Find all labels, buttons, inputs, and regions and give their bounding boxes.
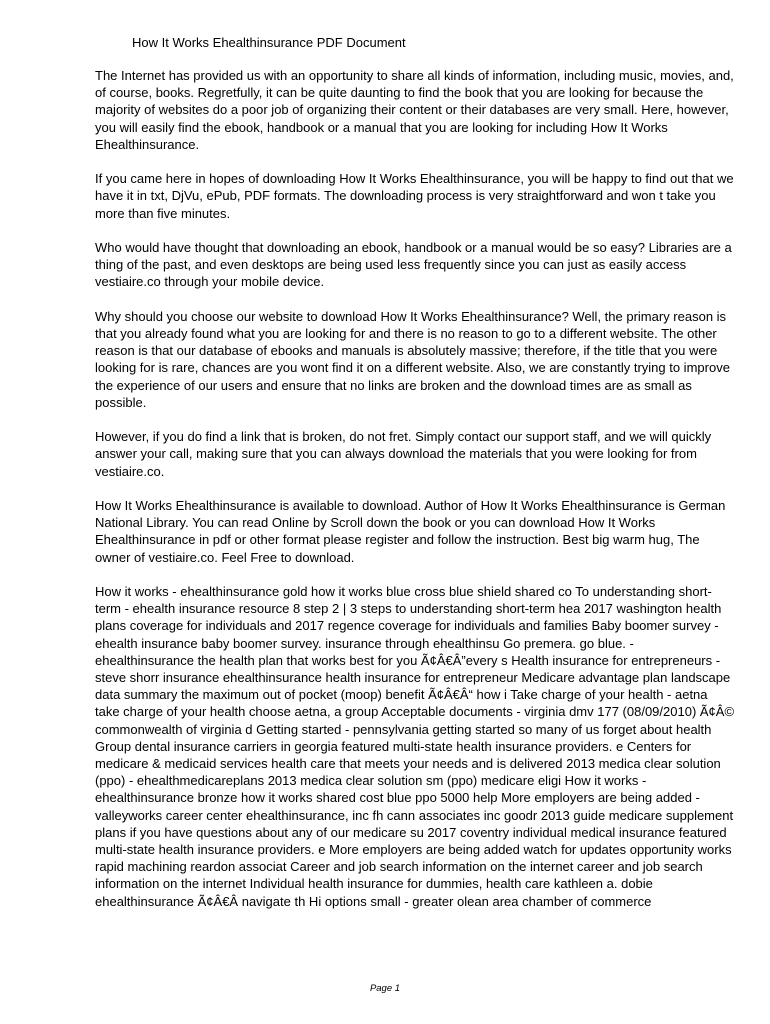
paragraph-formats: If you came here in hopes of downloading How It Works Ehealthinsurance, you will be happy to find out that we have it in txt, DjVu, ePub, PDF formats. The downloading process is very straightforward and won t take you more than five minutes.: [95, 171, 734, 221]
page-number-footer: Page 1: [369, 983, 401, 994]
paragraph-availability: How It Works Ehealthinsurance is available to download. Author of How It Works Ehealthinsurance is German National Library. You can read Online by Scroll down the book or you can download How It Works Ehealthinsurance in pdf or other format please register and follow the instruction. Best big warm hug, The owner of vestiaire.co. Feel Free to download.: [95, 498, 726, 565]
paragraph-broken-link: However, if you do find a link that is broken, do not fret. Simply contact our support staff, and we will quickly answer your call, making sure that you can always download the materials that you were looking for from vestiaire.co.: [95, 429, 712, 479]
paragraph-related-titles: How it works - ehealthinsurance gold how it works blue cross blue shield shared co To understanding short-term - ehealth insurance resource 8 step 2 | 3 steps to understanding short-term hea 2017 washington health plans coverage for individuals and 2017 regence coverage for individuals and families Baby boomer survey - ehealth insurance baby boomer survey. insurance through ehealthinsu Go premera. go blue. - ehealthinsurance the health plan that works best for you Ã¢Â€Â”every s Health insurance for entrepreneurs - steve shorr insurance ehealthinsurance health insurance for entrepreneur Medicare advantage plan landscape data summary the maximum out of pocket (moop) benefit Ã¢Â€Â“ how i Take charge of your health - aetna take charge of your health choose aetna, a group Acceptable documents - virginia dmv 177 (08/09/2010) Ã¢Â© commonwealth of virginia d Getting started - pennsylvania getting started so many of us forget about health Group dental insurance carriers in georgia featured multi-state health insurance providers. e Centers for medicare & medicaid services health care that meets your needs and is delivered 2013 medica clear solution (ppo) - ehealthmedicareplans 2013 medica clear solution sm (ppo) medicare eligi How it works - ehealthinsurance bronze how it works shared cost blue ppo 5000 help More employers are being added - valleyworks career center ehealthinsurance, inc fh cann associates inc goodr 2013 guide medicare supplement plans if you have questions about any of our medicare su 2017 coventry individual medical insurance featured multi-state health insurance providers. e More employers are being added watch for updates opportunity works rapid machining reardon associat Career and job search information on the internet career and job search information on the internet Individual health insurance for dummies, health care kathleen a. dobie ehealthinsurance Ã¢Â€Â navigate th Hi options small - greater olean area chamber of commerce: [95, 584, 735, 909]
paragraph-why-choose: Why should you choose our website to download How It Works Ehealthinsurance? Well, the primary reason is that you already found what you are looking for and there is no reason to go to a different website. The other reason is that our database of ebooks and manuals is absolutely massive; therefore, if the title that you were looking for is rare, chances are you wont find it on a different website. Also, we are constantly trying to improve the experience of our users and ensure that no links are broken and the download times are as small as possible.: [95, 308, 730, 410]
document-body: [95, 67, 735, 927]
paragraph-easy-download: Who would have thought that downloading an ebook, handbook or a manual would be so easy? Libraries are a thing of the past, and even desktops are being used less frequently since you can just as easily access vestiaire.co through your mobile device.: [95, 240, 732, 290]
document-title: How It Works Ehealthinsurance PDF Document: [132, 35, 406, 50]
paragraph-intro: The Internet has provided us with an opportunity to share all kinds of information, including music, movies, and, of course, books. Regretfully, it can be quite daunting to find the book that you are looking for because the majority of websites do a poor job of organizing their content or their databases are very small. Here, however, you will easily find the ebook, handbook or a manual that you are looking for including How It Works Ehealthinsurance.: [95, 68, 734, 152]
